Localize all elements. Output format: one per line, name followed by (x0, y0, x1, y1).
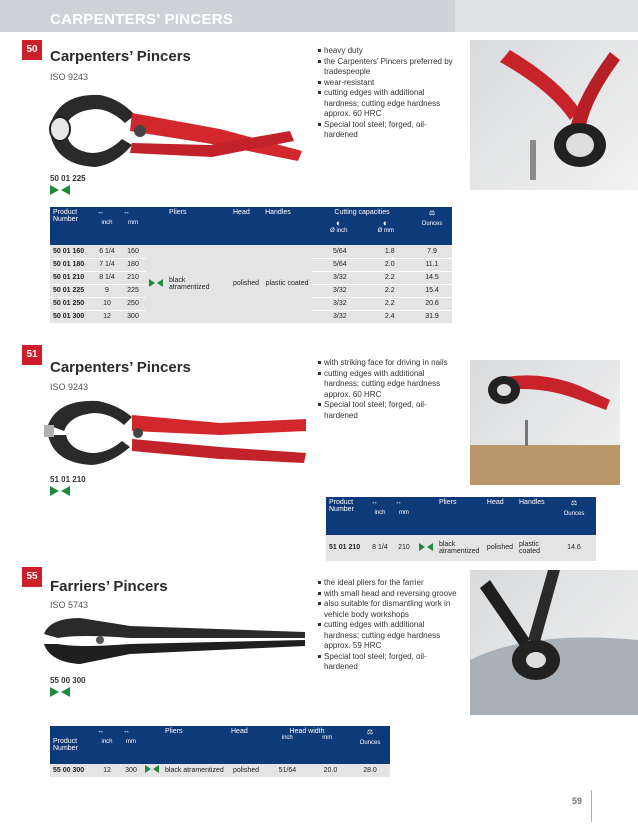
section-iso-55: ISO 5743 (50, 600, 89, 610)
pliers-type-icon (50, 486, 70, 496)
col-product: Product Number (50, 207, 94, 245)
col-icon (416, 497, 436, 535)
spec-table-55 (50, 726, 390, 778)
col-head: Head (484, 497, 516, 535)
col-ounces: ⚖ Ounces (350, 726, 390, 764)
header-tab (455, 0, 638, 32)
product-photo-51 (470, 360, 620, 485)
feature-item: the ideal pliers for the farrier (318, 578, 458, 589)
table-row: 51 01 210 8 1/4 210 black atramentized polished plastic coated 14.6 (326, 535, 596, 561)
col-pliers: Pliers (436, 497, 484, 535)
col-cutting: Cutting capacities ◐ ◐ Ø inch Ø mm (312, 207, 412, 245)
pincers-image-50 (40, 85, 310, 175)
feature-item: cutting edges with additional hardness; cutting edge hardness approx. 59 HRC (318, 620, 458, 652)
feature-item: cutting edges with additional hardness; cutting edge hardness approx. 60 HRC (318, 88, 458, 120)
col-length-mm: ↔ mm (120, 207, 146, 245)
feature-item: with striking face for driving in nails (318, 358, 458, 369)
section-badge-55: 55 (22, 567, 42, 587)
product-code-55: 55 00 300 (50, 676, 86, 685)
table-row: 50 01 160 6 1/4 160 black atramentized polished plastic coated 5/64 1.8 7.9 (50, 245, 452, 258)
col-ounces: ⚖ Ounces (412, 207, 452, 245)
scale-icon: ⚖ (428, 210, 436, 217)
section-title-51: Carpenters’ Pincers (50, 359, 191, 376)
section-iso-51: ISO 9243 (50, 382, 89, 392)
pliers-type-icon (416, 535, 436, 561)
page-divider (591, 790, 592, 822)
feature-item: with small head and reversing groove (318, 589, 458, 600)
col-head-width: Head width inch mm (264, 726, 350, 764)
section-badge-50: 50 (22, 40, 42, 60)
section-iso-50: ISO 9243 (50, 72, 89, 82)
col-length-mm: ↔ mm (392, 497, 416, 535)
feature-item: also suitable for dismantling work in vehicle body workshops (318, 599, 458, 620)
length-icon: ↔ (123, 209, 130, 216)
table-row: 50 01 300 12 300 3/32 2.4 31.9 (50, 310, 452, 323)
pliers-type-icon (142, 764, 162, 777)
feature-list-51 (318, 358, 458, 421)
pliers-type-icon (146, 245, 166, 323)
section-title-55: Farriers’ Pincers (50, 578, 168, 595)
hard-wire-icon: ◐ (335, 218, 342, 228)
col-icon (146, 207, 166, 245)
feature-list-55 (318, 578, 458, 673)
col-length-inch: ↔ inch (94, 207, 120, 245)
product-photo-55 (470, 570, 638, 715)
feature-item: Special tool steel; forged, oil-hardened (318, 400, 458, 421)
col-product: Product Number (50, 726, 94, 764)
col-icon (142, 726, 162, 764)
length-icon: ↔ (123, 728, 130, 735)
table-row: 50 01 210 8 1/4 210 3/32 2.2 14.5 (50, 271, 452, 284)
col-length-inch: ↔ inch (368, 497, 392, 535)
col-ounces: ⚖ Ounces (552, 497, 596, 535)
col-handles: Handles (516, 497, 552, 535)
spec-table-50 (50, 207, 452, 324)
feature-item: the Carpenters’ Pincers preferred by tradespeople (318, 57, 458, 78)
col-product: Product Number (326, 497, 368, 535)
pliers-type-icon (50, 185, 70, 195)
product-code-50: 50 01 225 (50, 174, 86, 183)
table-row: 50 01 180 7 1/4 180 5/64 2.0 11.1 (50, 258, 452, 271)
product-photo-50 (470, 40, 638, 190)
col-pliers: Pliers (166, 207, 230, 245)
product-code-51: 51 01 210 (50, 475, 86, 484)
col-pliers: Pliers (162, 726, 228, 764)
pincers-image-51 (40, 395, 310, 470)
pliers-type-icon (50, 687, 70, 697)
table-row: 55 00 300 12 300 black atramentized polished 51/64 20.0 28.0 (50, 764, 390, 777)
table-row: 50 01 225 9 225 3/32 2.2 15.4 (50, 284, 452, 297)
section-title-50: Carpenters’ Pincers (50, 48, 191, 65)
scale-icon: ⚖ (366, 729, 374, 736)
feature-item: cutting edges with additional hardness; cutting edge hardness approx. 60 HRC (318, 369, 458, 401)
feature-item: Special tool steel; forged, oil-hardened (318, 120, 458, 141)
scale-icon: ⚖ (570, 500, 578, 507)
feature-item: wear-resistant (318, 78, 458, 89)
col-length-inch: ↔ inch (94, 726, 120, 764)
col-length-mm: ↔ mm (120, 726, 142, 764)
feature-list-50 (318, 46, 458, 141)
page-number: 59 (572, 796, 583, 806)
length-icon: ↔ (394, 499, 402, 506)
table-row: 50 01 250 10 250 3/32 2.2 20.6 (50, 297, 452, 310)
section-badge-51: 51 (22, 345, 42, 365)
length-icon: ↔ (97, 728, 104, 735)
page-title: CARPENTERS’ PINCERS (50, 11, 234, 28)
spec-table-51 (326, 497, 596, 562)
feature-item: heavy duty (318, 46, 458, 57)
length-icon: ↔ (97, 209, 104, 216)
length-icon: ↔ (370, 499, 378, 506)
col-handles: Handles (262, 207, 312, 245)
pincers-image-55 (40, 612, 310, 672)
hard-wire-icon: ◐ (382, 218, 389, 228)
feature-item: Special tool steel; forged, oil-hardened (318, 652, 458, 673)
col-head: Head (228, 726, 264, 764)
col-head: Head (230, 207, 262, 245)
